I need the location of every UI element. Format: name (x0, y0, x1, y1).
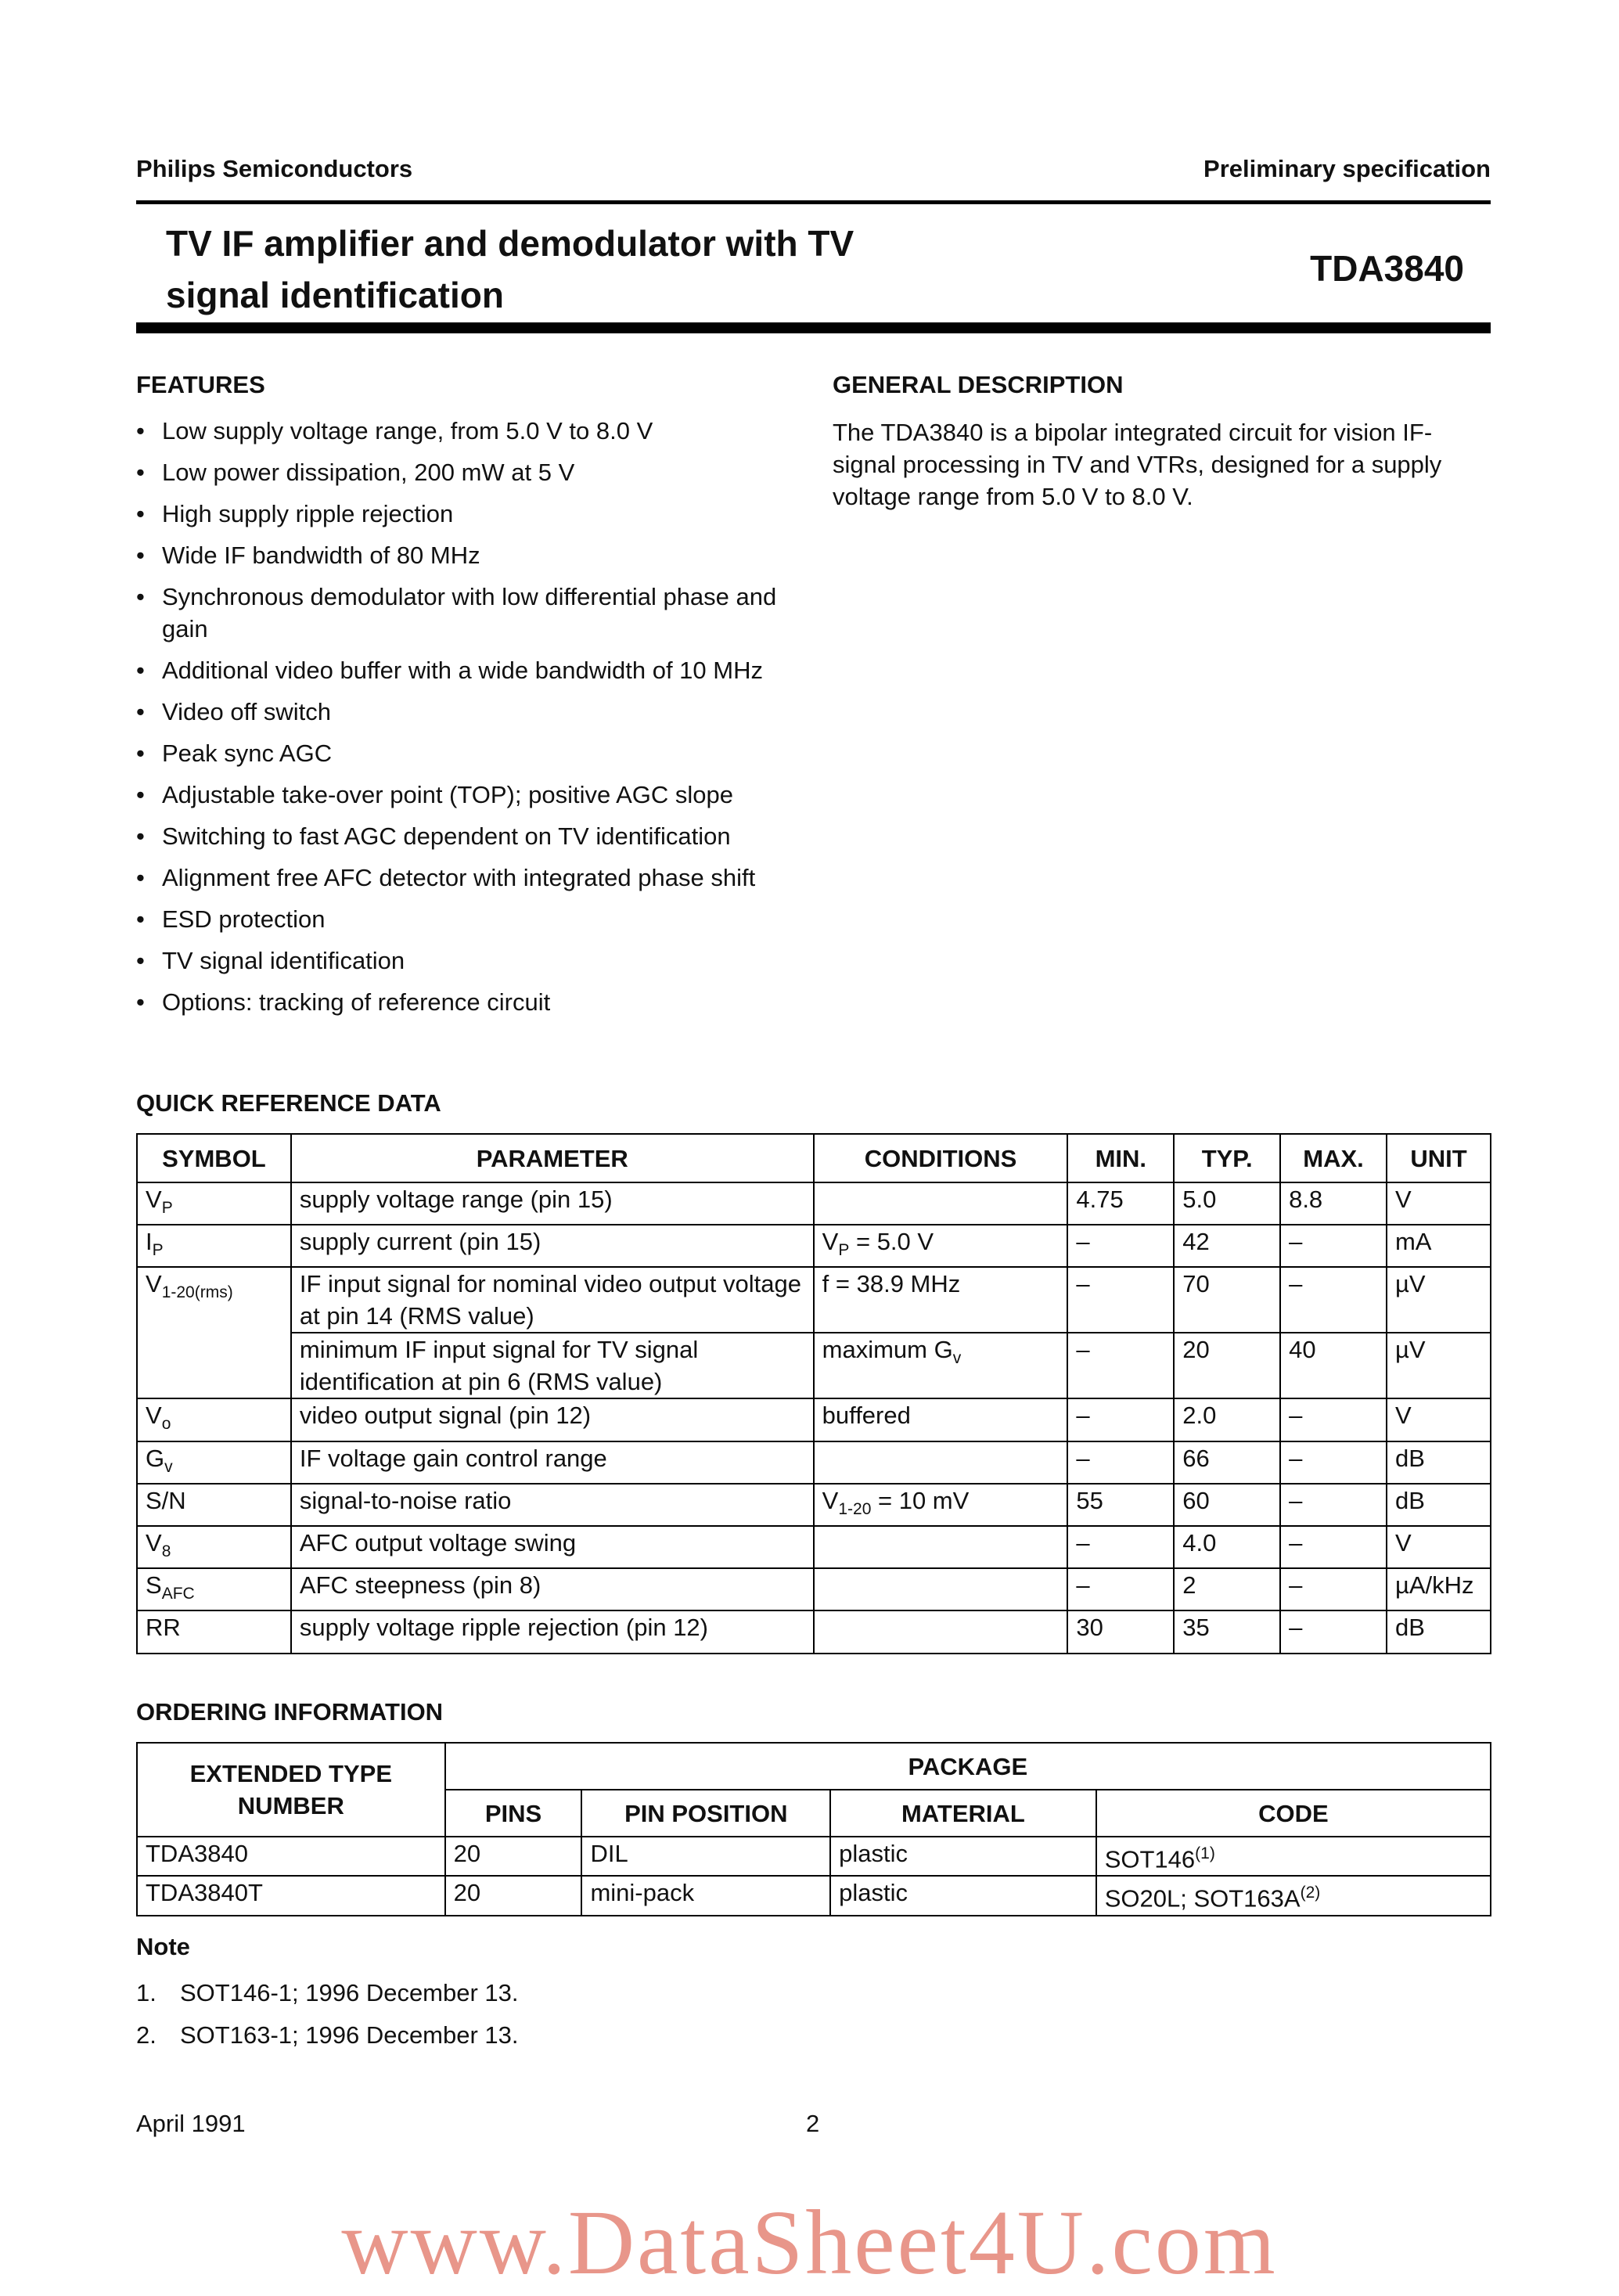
column-header: CODE (1096, 1790, 1491, 1837)
page-number: 2 (806, 2110, 820, 2137)
parameter-cell: IF input signal for nominal video output voltage at pin 14 (RMS value) (291, 1267, 814, 1333)
feature-item: • Low supply voltage range, from 5.0 V to 8.0 V (136, 415, 809, 447)
symbol-cell (137, 1441, 291, 1484)
max-cell: – (1280, 1568, 1387, 1610)
feature-item: • Adjustable take-over point (TOP); positive AGC slope (136, 779, 809, 811)
feature-item: • Synchronous demodulator with low differential phase and gain (136, 581, 809, 645)
max-cell: – (1280, 1526, 1387, 1568)
pins-cell: 20 (445, 1876, 582, 1915)
feature-item: • High supply ripple rejection (136, 498, 809, 530)
notes-section (136, 1933, 519, 2057)
symbol-subscript: 1-20(rms) (161, 1283, 233, 1302)
column-header: PINS (445, 1790, 582, 1837)
table-row (137, 1484, 1491, 1526)
ordering-table (136, 1742, 1491, 1916)
document-status: Preliminary specification (1203, 155, 1491, 182)
typ-cell: 60 (1174, 1484, 1280, 1526)
min-cell: 4.75 (1067, 1182, 1174, 1225)
unit-cell: dB (1387, 1610, 1491, 1653)
conditions-cell (814, 1610, 1068, 1653)
symbol-subscript: 8 (161, 1542, 171, 1561)
pins-cell: 20 (445, 1837, 582, 1876)
max-cell: – (1280, 1484, 1387, 1526)
symbol-text: V (146, 1528, 162, 1556)
unit-cell: V (1387, 1526, 1491, 1568)
title-line-1: TV IF amplifier and demodulator with TV (166, 223, 854, 264)
table-row (137, 1837, 1491, 1876)
type-number-cell: TDA3840 (137, 1837, 445, 1876)
conditions-cell (814, 1484, 1068, 1526)
typ-cell: 4.0 (1174, 1526, 1280, 1568)
table-header-row (137, 1134, 1491, 1182)
parameter-cell: minimum IF input signal for TV signal identification at pin 6 (RMS value) (291, 1333, 814, 1398)
feature-item: • Wide IF bandwidth of 80 MHz (136, 539, 809, 571)
table-row (137, 1610, 1491, 1653)
table-row (137, 1267, 1491, 1333)
note-number: 2. (136, 2021, 157, 2049)
pin-position-cell: DIL (581, 1837, 830, 1876)
conditions-cell (814, 1267, 1068, 1333)
conditions-cell (814, 1333, 1068, 1398)
column-header: MAX. (1280, 1134, 1387, 1182)
column-header-package: PACKAGE (445, 1743, 1491, 1790)
parameter-cell: supply current (pin 15) (291, 1225, 814, 1267)
max-cell: – (1280, 1610, 1387, 1653)
document-title (166, 218, 1027, 321)
symbol-cell (137, 1398, 291, 1441)
typ-cell: 70 (1174, 1267, 1280, 1333)
typ-cell: 20 (1174, 1333, 1280, 1398)
symbol-text: V (146, 1186, 162, 1213)
unit-cell: µV (1387, 1333, 1491, 1398)
table-row (137, 1876, 1491, 1915)
ordering-heading: ORDERING INFORMATION (136, 1698, 444, 1726)
max-cell: – (1280, 1441, 1387, 1484)
max-cell: – (1280, 1267, 1387, 1333)
symbol-subscript: P (152, 1241, 164, 1260)
conditions-text: V (822, 1486, 839, 1514)
conditions-cell (814, 1568, 1068, 1610)
typ-cell: 5.0 (1174, 1182, 1280, 1225)
typ-cell: 66 (1174, 1441, 1280, 1484)
code-note-ref: (2) (1300, 1884, 1321, 1902)
part-number: TDA3840 (1310, 248, 1464, 289)
typ-cell: 35 (1174, 1610, 1280, 1653)
unit-cell: V (1387, 1398, 1491, 1441)
unit-cell: dB (1387, 1441, 1491, 1484)
material-cell: plastic (830, 1837, 1096, 1876)
code-text: SOT146 (1104, 1845, 1196, 1873)
conditions-subscript: 1-20 (838, 1499, 872, 1518)
conditions-text: buffered (822, 1402, 911, 1430)
conditions-subscript: P (838, 1241, 850, 1260)
column-header: SYMBOL (137, 1134, 291, 1182)
feature-item: • Video off switch (136, 696, 809, 728)
parameter-cell: IF voltage gain control range (291, 1441, 814, 1484)
conditions-subscript: v (952, 1349, 962, 1368)
column-header: PARAMETER (291, 1134, 814, 1182)
symbol-cell (137, 1225, 291, 1267)
parameter-cell: supply voltage ripple rejection (pin 12) (291, 1610, 814, 1653)
table-row (137, 1225, 1491, 1267)
code-note-ref: (1) (1195, 1844, 1215, 1862)
material-cell: plastic (830, 1876, 1096, 1915)
header-rule (136, 200, 1491, 204)
table-header-row (137, 1743, 1491, 1790)
symbol-subscript: P (161, 1199, 173, 1218)
min-cell: – (1067, 1568, 1174, 1610)
typ-cell: 42 (1174, 1225, 1280, 1267)
symbol-text: V (146, 1402, 162, 1430)
symbol-subscript: o (161, 1415, 171, 1434)
parameter-cell: video output signal (pin 12) (291, 1398, 814, 1441)
watermark-link[interactable]: www.DataSheet4U.com (341, 2191, 1278, 2294)
column-header: MIN. (1067, 1134, 1174, 1182)
min-cell: 30 (1067, 1610, 1174, 1653)
symbol-text: RR (146, 1614, 181, 1642)
conditions-cell (814, 1526, 1068, 1568)
pin-position-cell: mini-pack (581, 1876, 830, 1915)
general-description-heading: GENERAL DESCRIPTION (833, 371, 1124, 398)
feature-item: • Options: tracking of reference circuit (136, 986, 809, 1018)
note-text: SOT146-1; 1996 December 13. (180, 1979, 519, 2006)
feature-item: • Switching to fast AGC dependent on TV identification (136, 820, 809, 852)
parameter-cell: AFC steepness (pin 8) (291, 1568, 814, 1610)
parameter-cell: supply voltage range (pin 15) (291, 1182, 814, 1225)
parameter-cell: signal-to-noise ratio (291, 1484, 814, 1526)
note-number: 1. (136, 1979, 157, 2006)
features-heading: FEATURES (136, 371, 265, 398)
min-cell: – (1067, 1267, 1174, 1333)
note-item (136, 2014, 519, 2057)
symbol-cell (137, 1526, 291, 1568)
table-row (137, 1526, 1491, 1568)
min-cell: – (1067, 1398, 1174, 1441)
feature-item: • Alignment free AFC detector with integrated phase shift (136, 862, 809, 894)
title-line-2: signal identification (166, 275, 504, 315)
conditions-rest: = 5.0 V (849, 1228, 934, 1256)
code-cell (1096, 1876, 1491, 1915)
feature-item: • ESD protection (136, 903, 809, 935)
symbol-cell (137, 1182, 291, 1225)
conditions-cell (814, 1182, 1068, 1225)
conditions-text: maximum G (822, 1336, 953, 1364)
typ-cell: 2 (1174, 1568, 1280, 1610)
quick-reference-table (136, 1133, 1491, 1654)
features-list (136, 415, 809, 1027)
parameter-cell: AFC output voltage swing (291, 1526, 814, 1568)
column-header-type: EXTENDED TYPE NUMBER (137, 1743, 445, 1837)
table-row (137, 1182, 1491, 1225)
company-name: Philips Semiconductors (136, 155, 413, 182)
note-item (136, 1972, 519, 2014)
table-row (137, 1333, 1491, 1398)
feature-item: • TV signal identification (136, 945, 809, 977)
column-header: UNIT (1387, 1134, 1491, 1182)
table-row (137, 1441, 1491, 1484)
unit-cell: V (1387, 1182, 1491, 1225)
max-cell: 40 (1280, 1333, 1387, 1398)
conditions-text: f = 38.9 MHz (822, 1270, 961, 1298)
general-description-text: The TDA3840 is a bipolar integrated circuit for vision IF-signal processing in TV and VTRs, designed for a supply voltage range from 5.0 V to 8.0 V. (833, 419, 1442, 510)
feature-item: • Peak sync AGC (136, 737, 809, 769)
title-rule (136, 322, 1491, 333)
max-cell: – (1280, 1225, 1387, 1267)
symbol-cell (137, 1267, 291, 1398)
notes-heading: Note (136, 1933, 190, 1960)
symbol-cell (137, 1568, 291, 1610)
unit-cell: µV (1387, 1267, 1491, 1333)
min-cell: – (1067, 1441, 1174, 1484)
min-cell: – (1067, 1526, 1174, 1568)
quick-reference-heading: QUICK REFERENCE DATA (136, 1089, 441, 1117)
unit-cell: mA (1387, 1225, 1491, 1267)
symbol-text: V (146, 1270, 162, 1298)
conditions-cell (814, 1441, 1068, 1484)
column-header: PIN POSITION (581, 1790, 830, 1837)
min-cell: 55 (1067, 1484, 1174, 1526)
max-cell: 8.8 (1280, 1182, 1387, 1225)
feature-item: • Low power dissipation, 200 mW at 5 V (136, 456, 809, 488)
symbol-cell (137, 1610, 291, 1653)
type-number-cell: TDA3840T (137, 1876, 445, 1915)
column-header: TYP. (1174, 1134, 1280, 1182)
code-cell (1096, 1837, 1491, 1876)
conditions-cell (814, 1225, 1068, 1267)
column-header: MATERIAL (830, 1790, 1096, 1837)
symbol-text: I (146, 1228, 153, 1256)
conditions-text: V (822, 1228, 839, 1256)
max-cell: – (1280, 1398, 1387, 1441)
conditions-rest: = 10 mV (871, 1486, 970, 1514)
symbol-subscript: AFC (161, 1585, 195, 1603)
column-header: CONDITIONS (814, 1134, 1068, 1182)
table-row (137, 1398, 1491, 1441)
min-cell: – (1067, 1333, 1174, 1398)
conditions-cell (814, 1398, 1068, 1441)
footer-date: April 1991 (136, 2110, 246, 2137)
typ-cell: 2.0 (1174, 1398, 1280, 1441)
symbol-text: S/N (146, 1486, 186, 1514)
min-cell: – (1067, 1225, 1174, 1267)
symbol-text: G (146, 1444, 165, 1472)
symbol-text: S (146, 1571, 162, 1600)
unit-cell: dB (1387, 1484, 1491, 1526)
feature-item: • Additional video buffer with a wide bandwidth of 10 MHz (136, 654, 809, 686)
code-text: SO20L; SOT163A (1104, 1884, 1301, 1913)
unit-cell: µA/kHz (1387, 1568, 1491, 1610)
symbol-subscript: v (164, 1457, 173, 1476)
note-text: SOT163-1; 1996 December 13. (180, 2021, 519, 2049)
table-row (137, 1568, 1491, 1610)
symbol-cell (137, 1484, 291, 1526)
